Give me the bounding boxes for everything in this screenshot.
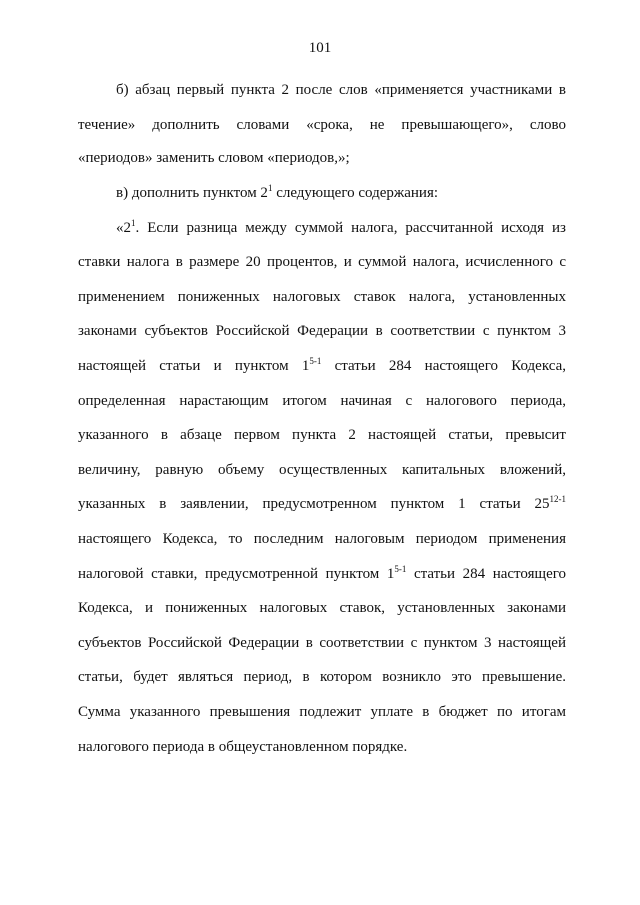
text-line: ставки налога в размере 20 процентов, и суммой налога, исчисленного с <box>78 254 566 270</box>
text-line: в) дополнить пунктом $2^1$ следующего содержания: <box>116 183 439 201</box>
text-line: настоящего Кодекса, то последним налоговым периодом применения <box>78 531 566 547</box>
page-number: 101 <box>308 40 332 56</box>
text-line: течение» дополнить словами «срока, не превышающего», слово <box>78 117 566 133</box>
text-line: налоговой ставки, предусмотренной пунктом 1$^{5-1}$ статьи 284 настоящего <box>78 564 566 582</box>
text-line: применением пониженных налоговых ставок налога, установленных <box>78 289 566 305</box>
text-line: настоящей статьи и пунктом 1$^{5-1}$ статьи 284 настоящего Кодекса, <box>78 356 567 374</box>
text-line: статьи, будет являться период, в котором возникло это превышение. <box>78 669 566 685</box>
text-line: налогового периода в общеустановленном порядке. <box>78 739 408 755</box>
text-line: законами субъектов Российской Федерации в соответствии с пунктом 3 <box>78 323 566 339</box>
text-line: Кодекса, и пониженных налоговых ставок, установленных законами <box>78 600 566 616</box>
text-line: величину, равную объему осуществленных капитальных вложений, <box>78 462 566 478</box>
text-line: б) абзац первый пункта 2 после слов «применяется участниками в <box>116 82 566 98</box>
text-line: Сумма указанного превышения подлежит уплате в бюджет по итогам <box>78 704 566 720</box>
text-line: указанных в заявлении, предусмотренном пунктом 1 статьи 25$^{12-1}$ <box>78 494 566 512</box>
text-line: определенная нарастающим итогом начиная с налогового периода, <box>78 393 566 409</box>
text-line: «периодов» заменить словом «периодов,»; <box>78 150 350 166</box>
text-line: субъектов Российской Федерации в соответствии с пунктом 3 настоящей <box>78 635 566 651</box>
text-line: указанного в абзаце первом пункта 2 настоящей статьи, превысит <box>78 427 566 443</box>
text-line: «$2^1$. Если разница между суммой налога, рассчитанной исходя из <box>116 218 566 236</box>
